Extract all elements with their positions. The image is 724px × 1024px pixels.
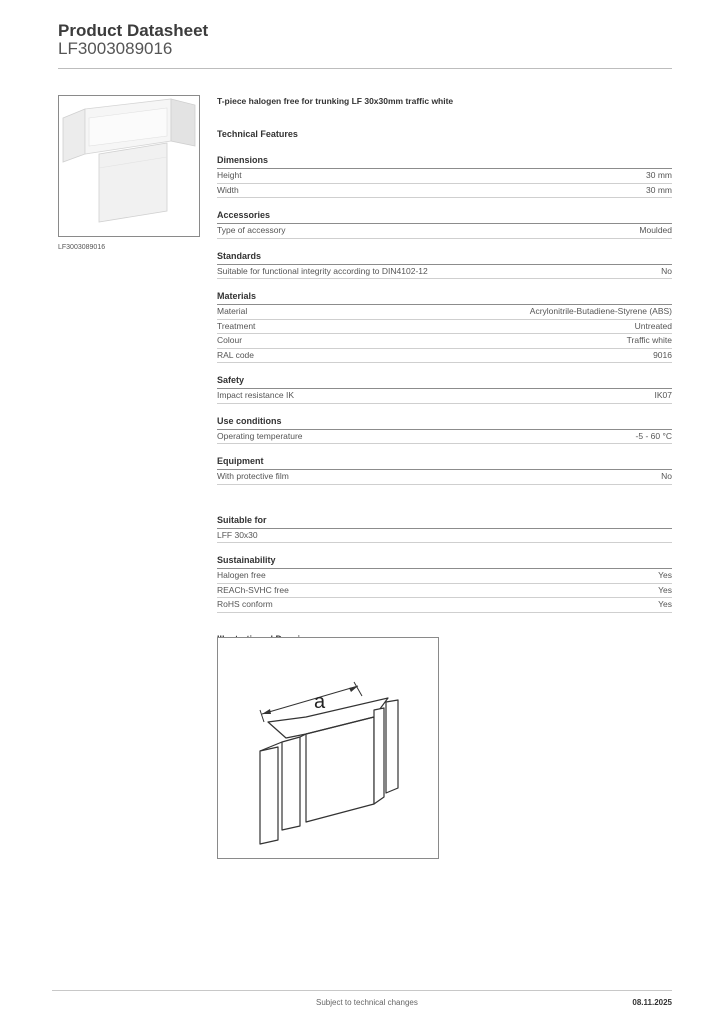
spec-label: Material: [217, 306, 248, 316]
spec-row: [217, 470, 672, 485]
spec-value: Yes: [658, 570, 672, 580]
section-title: Suitable for: [217, 515, 672, 529]
spec-label: Suitable for functional integrity according to DIN4102-12: [217, 265, 428, 276]
spec-row: [217, 265, 672, 280]
section-title: Accessories: [217, 210, 672, 224]
spec-row: [217, 184, 672, 199]
spec-row: [217, 598, 672, 613]
section-title: Sustainability: [217, 555, 672, 569]
spacer: [217, 485, 672, 503]
spec-value: Yes: [658, 599, 672, 609]
section-standards: [217, 251, 672, 280]
spec-row: [217, 305, 672, 320]
technical-drawing: [217, 637, 439, 859]
spec-row: [217, 389, 672, 404]
spec-label: Treatment: [217, 320, 256, 331]
spec-label: Operating temperature: [217, 430, 303, 441]
thumbnail-caption: LF3003089016: [58, 244, 106, 251]
section-dimensions: [217, 155, 672, 198]
technical-features-title: Technical Features: [217, 129, 298, 139]
spec-row: [217, 584, 672, 599]
product-name: T-piece halogen free for trunking LF 30x30mm traffic white: [217, 96, 454, 106]
spec-value: 30 mm: [646, 184, 672, 195]
spec-value: Traffic white: [626, 335, 672, 345]
section-title: Standards: [217, 251, 672, 265]
spec-row: [217, 224, 672, 239]
spec-label: RAL code: [217, 349, 255, 360]
spec-row: [217, 430, 672, 445]
section-title: Safety: [217, 375, 672, 389]
section-title: Materials: [217, 291, 672, 305]
spec-row: [217, 569, 672, 584]
tpiece-photo: [59, 96, 199, 236]
footer-note: Subject to technical changes: [316, 998, 418, 1007]
section-equipment: [217, 456, 672, 485]
product-code: LF3003089016: [58, 39, 173, 58]
spec-label: Impact resistance IK: [217, 390, 295, 400]
section-suitable-for: [217, 515, 672, 544]
spec-value: -5 - 60 °C: [635, 430, 672, 441]
spec-value: IK07: [654, 390, 672, 400]
spec-label: Colour: [217, 335, 243, 345]
footer-divider: [52, 990, 672, 991]
tpiece-line-drawing: [218, 638, 438, 858]
spec-label: RoHS conform: [217, 599, 273, 609]
spec-value: Untreated: [634, 320, 672, 331]
spec-row: [217, 320, 672, 335]
page-title: Product Datasheet: [58, 21, 209, 40]
section-accessories: [217, 210, 672, 239]
section-materials: [217, 291, 672, 363]
spec-row: [217, 169, 672, 184]
spec-row: [217, 529, 672, 544]
section-safety: [217, 375, 672, 404]
spec-label: Width: [217, 184, 239, 195]
spec-label: Height: [217, 170, 242, 180]
spec-label: Type of accessory: [217, 225, 286, 235]
header-divider: [58, 68, 672, 69]
section-sustainability: [217, 555, 672, 613]
section-title: Use conditions: [217, 416, 672, 430]
spec-value: No: [661, 471, 672, 481]
spec-value: 9016: [653, 349, 672, 360]
footer-date: 08.11.2025: [632, 998, 672, 1007]
spec-row: [217, 349, 672, 364]
spec-row: [217, 334, 672, 349]
spec-value: 30 mm: [646, 170, 672, 180]
section-title: Dimensions: [217, 155, 672, 169]
spec-column: [217, 96, 672, 644]
dimension-label: a: [314, 691, 326, 713]
spec-label: With protective film: [217, 471, 289, 481]
spec-value: No: [661, 265, 672, 276]
spec-label: Halogen free: [217, 570, 266, 580]
spec-value: Yes: [658, 584, 672, 595]
section-title: Equipment: [217, 456, 672, 470]
product-thumbnail: [58, 95, 200, 237]
spec-label: LFF 30x30: [217, 529, 258, 540]
spec-value: Moulded: [639, 225, 672, 235]
section-use-conditions: [217, 416, 672, 445]
spec-label: REACh-SVHC free: [217, 584, 289, 595]
spec-value: Acrylonitrile-Butadiene-Styrene (ABS): [529, 306, 672, 316]
